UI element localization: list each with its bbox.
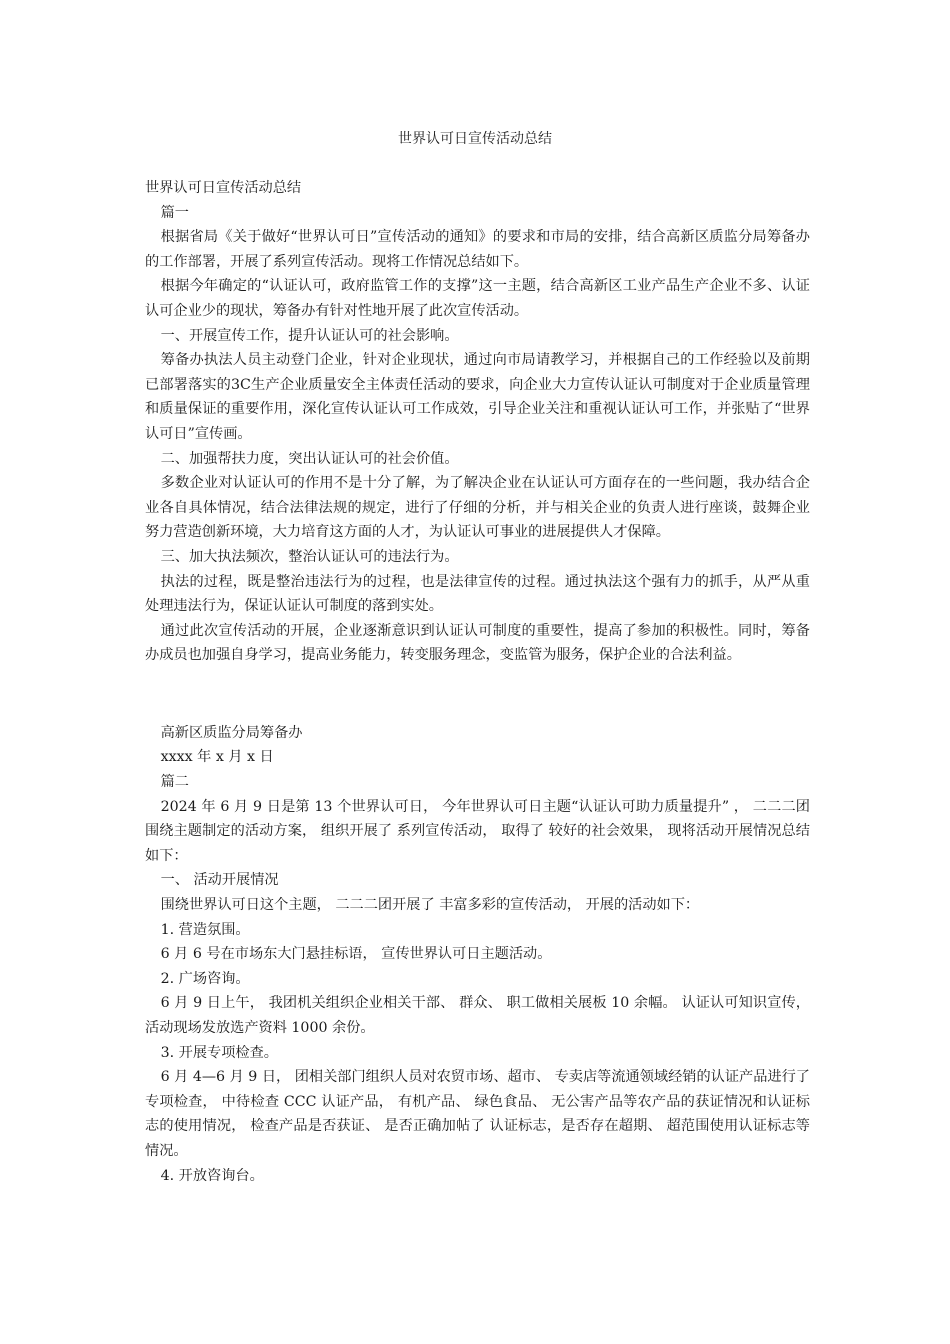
- paragraph: 3. 开展专项检查。: [160, 1044, 278, 1061]
- paragraph: 多数企业对认证认可的作用不是十分了解，为了解决企业在认证认可方面存在的一些问题，我办结合企业各自具体情况，结合法律法规的规定，进行了仔细的分析，并与相关企业的负责人进行座谈，鼓舞企业努力营造创新环境，大力培育这方面的人才，为认证认可事业的进展提供人才保障。: [145, 475, 810, 541]
- paragraph: 篇一: [160, 204, 189, 221]
- paragraph: 高新区质监分局筹备办: [160, 724, 303, 741]
- paragraph: 根据今年确定的“认证认可，政府监管工作的支撑”这一主题，结合高新区工业产品生产企业不多、认证认可企业少的现状，筹备办有针对性地开展了此次宣传活动。: [145, 278, 810, 319]
- paragraph: 6 月 9 日上午， 我团机关组织企业相关干部、 群众、 职工做相关展板 10 余幅。 认证认可知识宣传， 活动现场发放选产资料 1000 余份。: [145, 995, 810, 1036]
- paragraph: 围绕世界认可日这个主题， 二二二团开展了 丰富多彩的宣传活动， 开展的活动如下：: [160, 897, 700, 913]
- paragraph: 二、加强帮扶力度，突出认证认可的社会价值。: [160, 450, 459, 467]
- paragraph: 三、加大执法频次，整治认证认可的违法行为。: [160, 548, 459, 565]
- document-body: [145, 176, 810, 1188]
- paragraph: 世界认可日宣传活动总结: [145, 180, 302, 196]
- paragraph: 一、 活动开展情况: [160, 872, 279, 889]
- paragraph: 2. 广场咨询。: [160, 970, 250, 987]
- paragraph: 2024 年 6 月 9 日是第 13 个世界认可日， 今年世界认可日主题“认证认可助力质量提升” ， 二二二团围绕主题制定的活动方案， 组织开展了 系列宣传活动， 取得了 较好的社会效果， 现将活动开展情况总结如下：: [145, 798, 810, 864]
- paragraph: 筹备办执法人员主动登门企业，针对企业现状，通过向市局请教学习，并根据自己的工作经验以及前期已部署落实的3C生产企业质量安全主体责任活动的要求，向企业大力宣传认证认可制度对于企业质量管理和质量保证的重要作用，深化宣传认证认可工作成效，引导企业关注和重视认证认可工作，并张贴了“世界认可日”宣传画。: [145, 352, 810, 442]
- paragraph: 执法的过程，既是整治违法行为的过程，也是法律宣传的过程。通过执法这个强有力的抓手，从严从重处理违法行为，保证认证认可制度的落到实处。: [145, 573, 810, 615]
- paragraph: 6 月 4—6 月 9 日， 团相关部门组织人员对农贸市场、超市、 专卖店等流通领域经销的认证产品进行了 专项检查， 中待检查 CCC 认证产品， 有机产品、 绿色食品、 无公害产品等农产品的获证情况和认证标志的使用情况， 检查产品是否获证、 是否正确加帖了 认证标志，是否存在超期、 超范围使用认证标志等情况。: [145, 1069, 810, 1159]
- paragraph: 一、开展宣传工作，提升认证认可的社会影响。: [160, 327, 459, 344]
- paragraph: 根据省局《关于做好“世界认可日”宣传活动的通知》的要求和市局的安排，结合高新区质监分局筹备办的工作部署，开展了系列宣传活动。现将工作情况总结如下。: [145, 229, 810, 270]
- paragraph: 6 月 6 号在市场东大门悬挂标语， 宣传世界认可日主题活动。: [160, 946, 552, 963]
- paragraph: xxxx 年 x 月 x 日: [160, 749, 274, 766]
- paragraph: 通过此次宣传活动的开展，企业逐渐意识到认证认可制度的重要性，提高了参加的积极性。同时，筹备办成员也加强自身学习，提高业务能力，转变服务理念，变监管为服务，保护企业的合法利益。: [145, 622, 810, 664]
- blank-line: [145, 682, 810, 707]
- paragraph: 篇二: [160, 774, 189, 791]
- paragraph: 1. 营造氛围。: [160, 921, 250, 938]
- paragraph: 4. 开放咨询台。: [160, 1167, 264, 1184]
- document-title: 世界认可日宣传活动总结: [398, 131, 552, 147]
